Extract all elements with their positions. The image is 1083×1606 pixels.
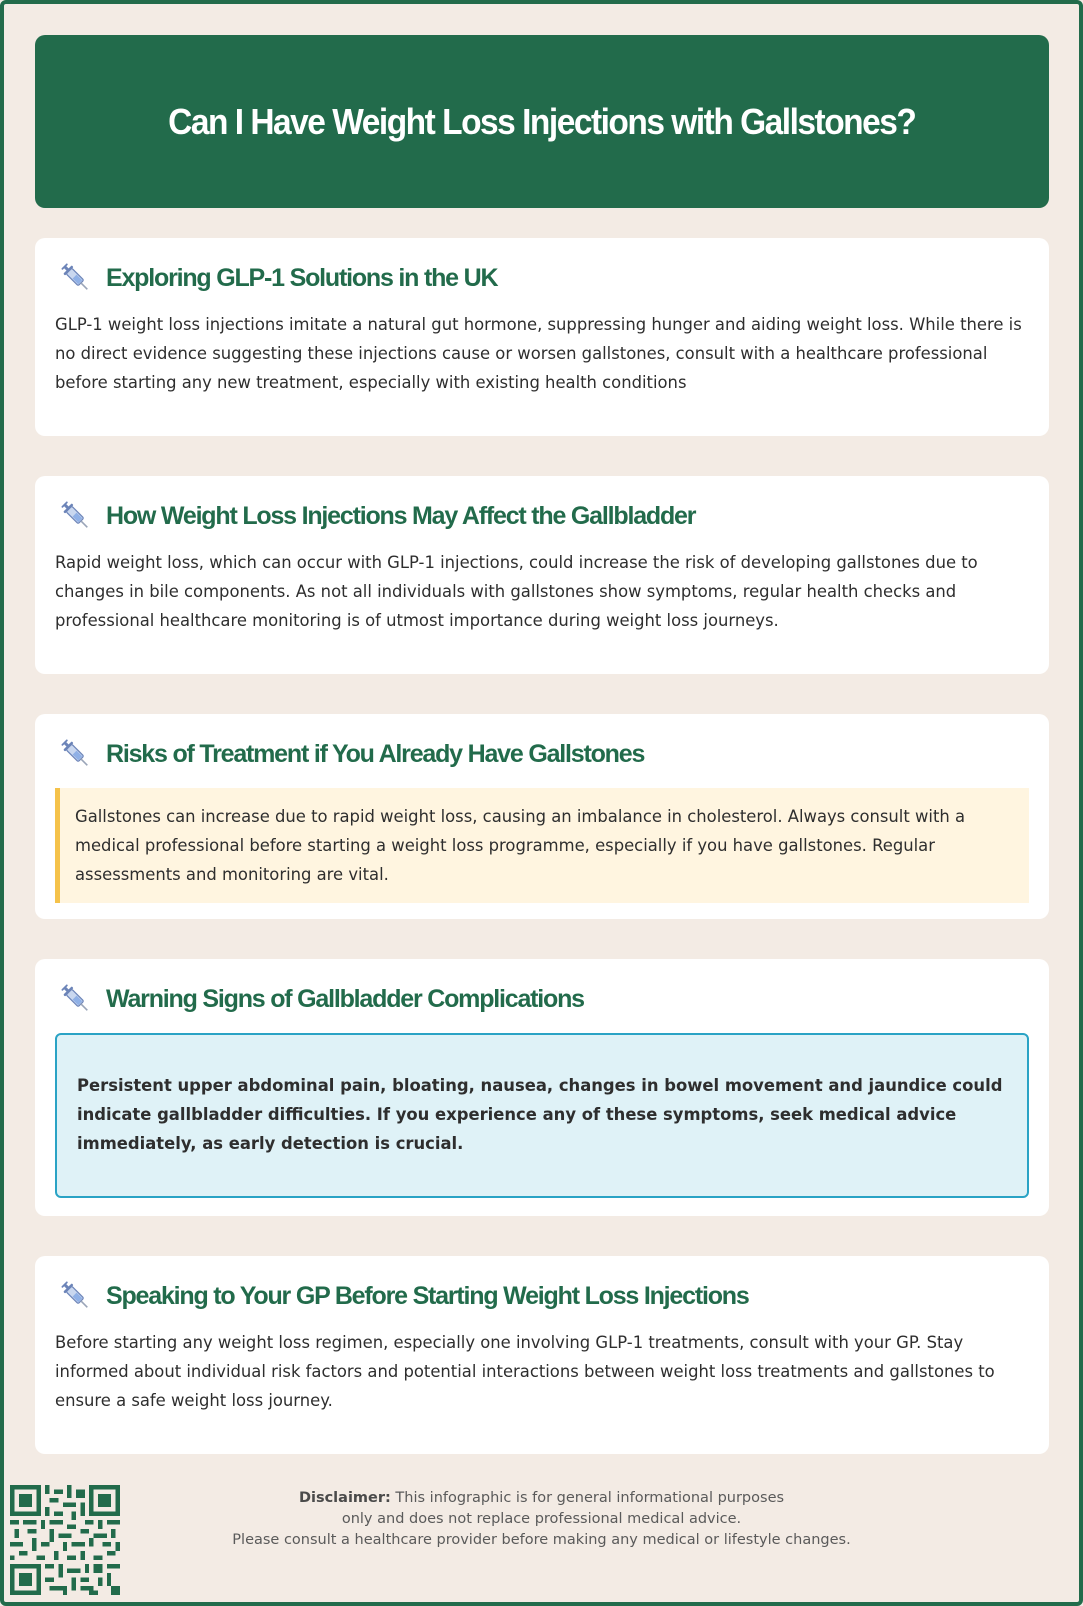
- section-header: [59, 736, 1029, 772]
- section-body: GLP-1 weight loss injections imitate a natural gut hormone, suppressing hunger and aiding weight loss. While there is no direct evidence suggesting these injections cause or worsen gallstones, consult with a healthcare professional before starting any new treatment, especially with existing health conditions: [55, 315, 1022, 392]
- section-card-gallbladder-effects: [35, 476, 1049, 674]
- disclaimer-label: Disclaimer:: [298, 1490, 391, 1506]
- section-heading: How Weight Loss Injections May Affect the Gallbladder: [106, 501, 696, 530]
- disclaimer-text-1: This infographic is for general informational purposes: [395, 1490, 785, 1506]
- page-title: Can I Have Weight Loss Injections with Gallstones?: [168, 100, 916, 142]
- section-header: [59, 498, 1029, 534]
- section-heading: Risks of Treatment if You Already Have Gallstones: [106, 739, 645, 768]
- disclaimer-line-2: only and does not replace professional medical advice.: [341, 1511, 742, 1527]
- section-heading: Exploring GLP-1 Solutions in the UK: [106, 263, 498, 292]
- page-header: [35, 35, 1049, 208]
- disclaimer-line-3: Please consult a healthcare provider before making any medical or lifestyle changes.: [232, 1532, 851, 1548]
- syringe-icon: [59, 499, 93, 533]
- info-callout: Persistent upper abdominal pain, bloating, nausea, changes in bowel movement and jaundice could indicate gallbladder difficulties. If you experience any of these symptoms, seek medical advice immediately, as early detection is crucial.: [55, 1033, 1029, 1198]
- section-card-glp1-solutions: [35, 238, 1049, 436]
- warning-callout: Gallstones can increase due to rapid weight loss, causing an imbalance in cholesterol. Always consult with a medical professional before starting a weight loss programme, especially if you have gallstones. Regular assessments and monitoring are vital.: [55, 788, 1029, 903]
- syringe-icon: [59, 737, 93, 771]
- syringe-icon: [59, 1279, 93, 1313]
- section-heading: Warning Signs of Gallbladder Complications: [106, 984, 584, 1013]
- disclaimer-footer: [0, 1488, 1083, 1551]
- section-header: [59, 981, 1029, 1017]
- section-card-existing-gallstones-risks: [35, 714, 1049, 919]
- syringe-icon: [59, 261, 93, 295]
- section-heading: Speaking to Your GP Before Starting Weight Loss Injections: [106, 1281, 749, 1310]
- section-header: [59, 260, 1029, 296]
- section-card-warning-signs: [35, 959, 1049, 1216]
- section-body: Before starting any weight loss regimen, especially one involving GLP-1 treatments, consult with your GP. Stay informed about individual risk factors and potential interactions between weight loss treatments and gallstones to ensure a safe weight loss journey.: [55, 1333, 995, 1410]
- section-header: [59, 1278, 1029, 1314]
- syringe-icon: [59, 982, 93, 1016]
- section-card-speak-to-gp: [35, 1256, 1049, 1454]
- disclaimer-line-1: [0, 1488, 1083, 1509]
- section-body: Rapid weight loss, which can occur with GLP-1 injections, could increase the risk of developing gallstones due to changes in bile components. As not all individuals with gallstones show symptoms, regular health checks and professional healthcare monitoring is of utmost importance during weight loss journeys.: [55, 553, 978, 630]
